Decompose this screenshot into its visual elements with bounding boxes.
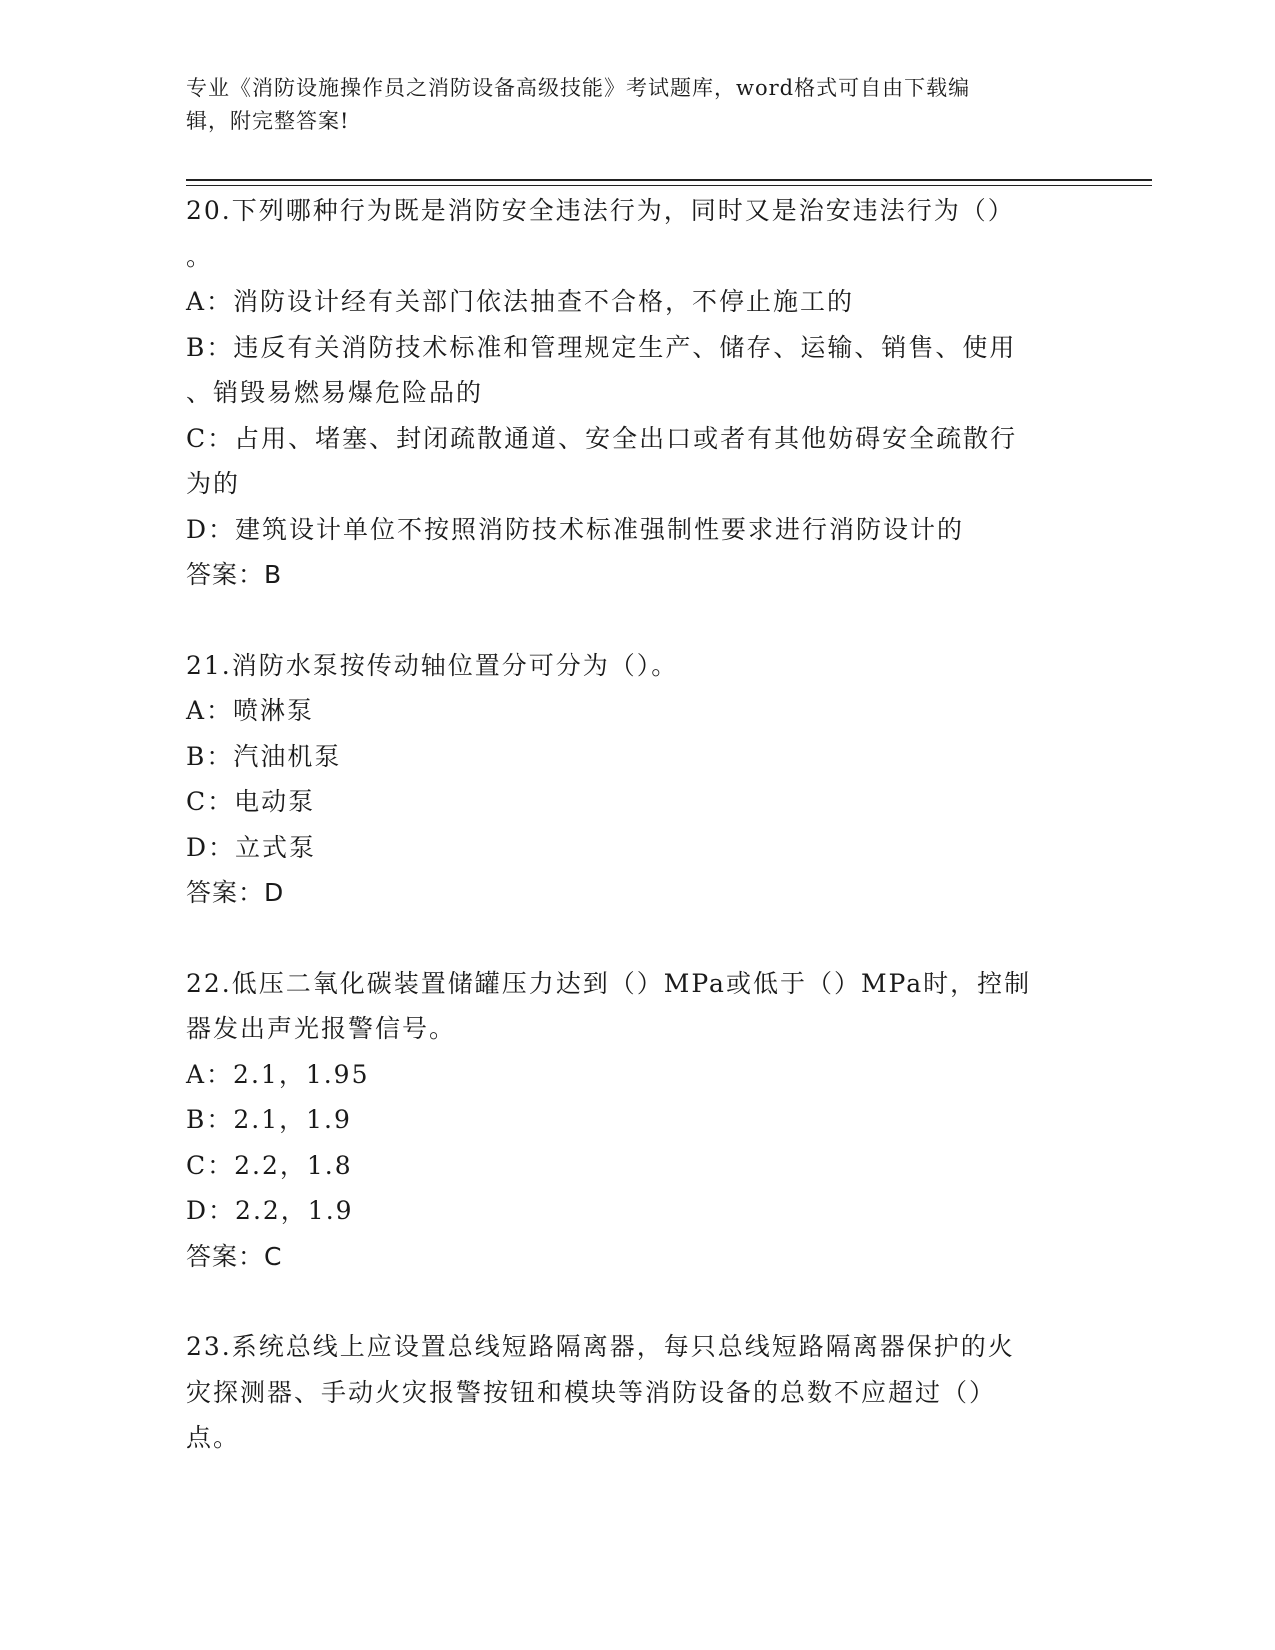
option-line: C：电动泵 bbox=[186, 787, 316, 816]
question-stem-line: 23.系统总线上应设置总线短路隔离器，每只总线短路隔离器保护的火 bbox=[186, 1332, 1015, 1361]
question-block bbox=[186, 188, 1076, 598]
question-stem-line: 。 bbox=[186, 241, 214, 271]
question-stem-line: 器发出声光报警信号。 bbox=[186, 1014, 457, 1043]
option-line: A：消防设计经有关部门依法抽查不合格，不停止施工的 bbox=[186, 287, 855, 316]
question-stem-line: 20.下列哪种行为既是消防安全违法行为，同时又是治安违法行为（） bbox=[186, 196, 1015, 225]
question-block bbox=[186, 1324, 1076, 1461]
option-line: 、销毁易燃易爆危险品的 bbox=[186, 378, 484, 407]
option-line: B：汽油机泵 bbox=[186, 741, 342, 771]
option-line: 为的 bbox=[186, 469, 241, 498]
answer-text: 答案：D bbox=[186, 878, 285, 907]
option-line: D：建筑设计单位不按照消防技术标准强制性要求进行消防设计的 bbox=[186, 514, 965, 544]
page-header bbox=[186, 72, 1066, 138]
header-line-1: 专业《消防设施操作员之消防设备高级技能》考试题库，word格式可自由下载编 bbox=[186, 76, 971, 100]
option-line: B：违反有关消防技术标准和管理规定生产、储存、运输、销售、使用 bbox=[186, 332, 1017, 362]
question-block bbox=[186, 961, 1076, 1280]
option-line: D：2.2，1.9 bbox=[186, 1196, 354, 1225]
header-divider bbox=[186, 179, 1152, 181]
option-line: C：占用、堵塞、封闭疏散通道、安全出口或者有其他妨碍安全疏散行 bbox=[186, 423, 1018, 453]
option-line: A：2.1，1.95 bbox=[186, 1059, 370, 1089]
answer-text: 答案：B bbox=[186, 560, 283, 589]
question-stem-line: 22.低压二氧化碳装置储罐压力达到（）MPa或低于（）MPa时，控制 bbox=[186, 968, 1032, 998]
question-stem-line: 灾探测器、手动火灾报警按钮和模块等消防设备的总数不应超过（） bbox=[186, 1377, 997, 1407]
option-line: A：喷淋泵 bbox=[186, 696, 315, 725]
option-line: C：2.2，1.8 bbox=[186, 1150, 353, 1180]
option-line: D：立式泵 bbox=[186, 832, 317, 862]
question-stem-line: 点。 bbox=[186, 1423, 241, 1452]
answer-text: 答案：C bbox=[186, 1241, 283, 1271]
header-divider-thin bbox=[186, 185, 1152, 186]
question-stem-line: 21.消防水泵按传动轴位置分可分为（）。 bbox=[186, 650, 679, 680]
header-line-2: 辑，附完整答案! bbox=[186, 109, 350, 133]
question-list bbox=[186, 188, 1076, 1461]
option-line: B：2.1，1.9 bbox=[186, 1105, 352, 1134]
question-block bbox=[186, 643, 1076, 916]
